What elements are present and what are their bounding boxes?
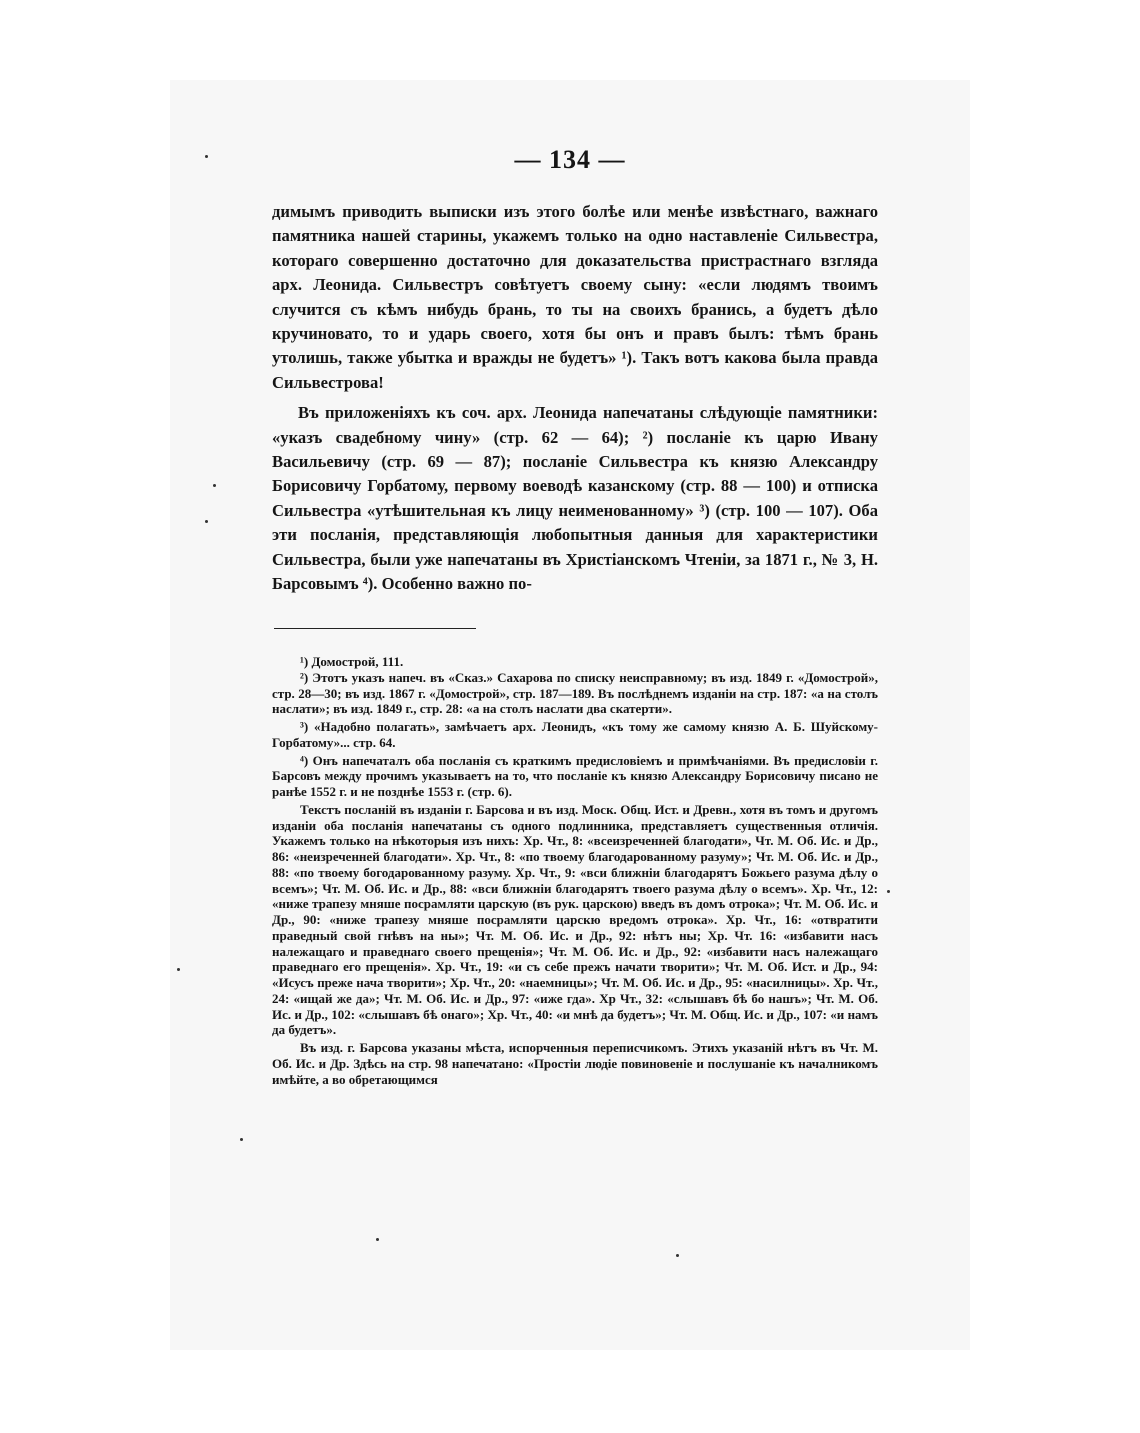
- scan-speck: [213, 484, 216, 487]
- paragraph: [272, 200, 878, 395]
- scan-speck: [240, 1138, 243, 1141]
- footnote: ⁴) Онъ напечаталъ оба посланія съ краткимъ предисловіемъ и примѣчаніями. Въ предисловіи г. Барсовъ между прочимъ указываетъ на то, что посланіе къ князю Александру Борисовичу писано не ранѣе 1552 г. и не позднѣе 1553 г. (стр. 6).: [272, 752, 878, 799]
- scan-speck: [676, 1254, 679, 1257]
- scan-speck: [205, 520, 208, 523]
- paragraph-text: Въ приложеніяхъ къ соч. арх. Леонида напечатаны слѣдующіе памятники: «указъ свадебному чину» (стр. 62 — 64);: [272, 403, 878, 447]
- footnote: ³) «Надобно полагать», замѣчаетъ арх. Леонидъ, «къ тому же самому князю А. Б. Шуйскому-Горбатому»... стр. 64.: [272, 719, 878, 750]
- main-text: [272, 200, 878, 597]
- footnote: Текстъ посланій въ изданіи г. Барсова и въ изд. Моск. Общ. Ист. и Древн., хотя въ томъ и другомъ изданіи оба посланія напечатаны съ одного подлинника, представляетъ существенныя отличія. Укажемъ только на нѣкоторыя изъ нихъ: Хр. Чт., 8: «всеизреченней благодати», Чт. М. Об. Ис. и Др., 86: «неизреченней благодати». Хр. Чт., 8: «по твоему благодарованному разуму»; Чт. М. Об. Ис. и Др., 88: «по твоему богодарованному разуму. Хр. Чт., 9: «вси ближніи благодарятъ Божьего разума дѣлу о всемъ»; Чт. М. Об. Ис. и Др., 88: «вси ближніи благодарятъ твоего разума дѣлу о всемъ». Хр. Чт., 12: «ниже трапезу мняше посрамляти царскую (въ рук. царскою) введъ въ домъ отрока»; Чт. М. Об. Ис. и Др., 90: «ниже трапезу мняше посрамляти царскю вредомъ отрока». Хр. Чт., 16: «отвратити праведный свой гнѣвъ на ны»; Чт. М. Об. Ис. и Др., 92: нѣтъ ны; Хр. Чт. 16: «избавити насъ належащаго и праведнаго своего прещенія»; Чт. М. Об. Ис. и Др., 92: «избавити насъ належащаго праведнаго его прещенія». Хр. Чт., 19: «и съ себе прежъ начати творити»; Чт. М. Об. Ист. и Др., 94: «Исусъ преже нача творити»; Хр. Чт., 20: «наемницы»; Чт. М. Об. Ис. и Др., 95: «насилницы». Хр. Чт., 24: «ищай же да»; Чт. М. Об. Ис. и Др., 97: «иже гда». Хр Чт., 32: «слышавъ бѣ бо нашъ»; Чт. М. Об. Ис. и Др., 102: «слышавъ бѣ онаго»; Хр. Чт., 40: «и мнѣ да будетъ»; Чт. М. Общ. Ис. и Др., 107: «и намъ да будетъ».: [272, 801, 878, 1038]
- scan-speck: [177, 968, 180, 971]
- paragraph: [272, 401, 878, 596]
- footnote: Въ изд. г. Барсова указаны мѣста, испорченныя переписчикомъ. Этихъ указаній нѣтъ въ Чт. М. Об. Ис. и Др. Здѣсь на стр. 98 напечатано: «Простіи людіе повиновеніе и послушаніе къ началникомъ имѣйте, а во обретающимся: [272, 1040, 878, 1087]
- scan-speck: [376, 1238, 379, 1241]
- paragraph-text: ³) (стр. 100 — 107). Оба эти посланія, представляющія любопытныя данныя для характеристики Сильвестра, были уже напечатаны въ Христіанскомъ Чтеніи, за 1871 г., № 3, Н. Барсовымъ: [272, 500, 878, 594]
- footnote: ²) Этотъ указъ напеч. въ «Сказ.» Сахарова по списку неисправному; въ изд. 1849 г. «Домострой», стр. 28—30; въ изд. 1867 г. «Домострой», стр. 187—189. Въ послѣднемъ изданіи на стр. 187: «а на столъ наслати»; въ изд. 1849 г., стр. 28: «а на столъ наслати два скатерти».: [272, 669, 878, 717]
- footnotes: [272, 654, 878, 1087]
- scan-speck: [887, 890, 890, 893]
- page-number: — 134 —: [514, 145, 626, 174]
- paragraph-text: ¹). Такъ вотъ какова была правда Сильвестрова!: [272, 348, 878, 392]
- footnote-divider: [274, 628, 476, 629]
- paragraph-text: ²) посланіе къ царю Ивану Васильевичу (стр. 69 — 87); посланіе Сильвестра къ князю Александру Борисовичу Горбатому, первому воеводѣ казанскому (стр. 88 — 100) и отписка Сильвестра «утѣшительная къ лицу неименованному»: [272, 427, 878, 520]
- footnote: ¹) Домострой, 111.: [300, 654, 404, 669]
- paragraph-text: ⁴). Особенно важно по-: [362, 574, 532, 594]
- paragraph-text: димымъ приводить выписки изъ этого болѣе или менѣе извѣстнаго, важнаго памятника нашей старины, укажемъ только на одно наставленіе Сильвестра, котораго совершенно достаточно для доказательства пристрастнаго взгляда арх. Леонида. Сильвестръ совѣтуетъ своему сыну: «если людямъ твоимъ случится съ кѣмъ нибудь брань, то ты на своихъ бранись, а будетъ дѣло кручиновато, то и ударь своего, хотя бы онъ и правъ былъ: тѣмъ брань утолишь, также убытка и вражды не будетъ»: [272, 202, 878, 368]
